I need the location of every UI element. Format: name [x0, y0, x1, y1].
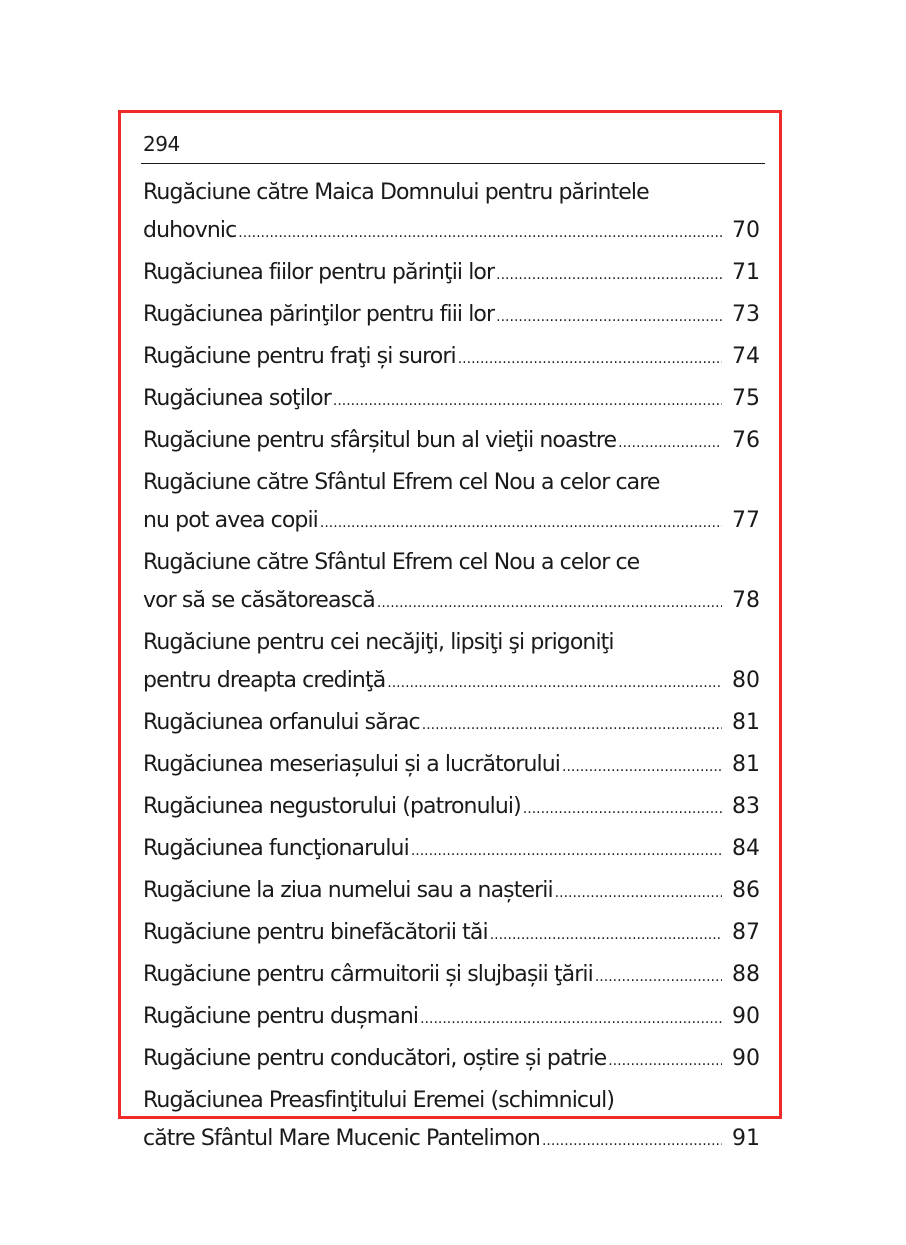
dot-leader [523, 790, 722, 828]
toc-entry-page-number: 77 [732, 508, 760, 533]
dot-leader [458, 340, 722, 378]
dot-leader [320, 504, 722, 542]
toc-entry-page-number: 76 [732, 428, 760, 453]
toc-entry-title: către Sfântul Mare Mucenic Pantelimon [143, 1126, 540, 1151]
toc-entry-title-line: Rugăciune pentru cei necăjiţi, lipsiţi şi prigoniţi [143, 630, 614, 655]
toc-entry[interactable] [143, 1040, 760, 1082]
dot-leader [555, 874, 722, 912]
toc-entry[interactable] [143, 254, 760, 296]
toc-entry[interactable] [143, 544, 760, 624]
toc-entry[interactable] [143, 914, 760, 956]
dot-leader [595, 958, 722, 996]
toc-entry[interactable] [143, 704, 760, 746]
toc-entry[interactable] [143, 872, 760, 914]
toc-entry-title: Rugăciunea funcţionarului [143, 836, 409, 861]
dot-leader [420, 1000, 722, 1038]
toc-entry-row [143, 872, 760, 912]
toc-entry-title: Rugăciune pentru sfârșitul bun al vieţii noastre [143, 428, 617, 453]
dot-leader [333, 382, 722, 420]
toc-entry-title: Rugăciunea soţilor [143, 386, 331, 411]
toc-entry-page-number: 84 [732, 836, 760, 861]
toc-entry-row [143, 662, 760, 702]
toc-entry-title: Rugăciunea meseriașului și a lucrătorului [143, 752, 561, 777]
dot-leader [377, 584, 722, 622]
toc-entry-row [143, 254, 760, 294]
toc-entry-row [143, 212, 760, 252]
toc-entry-row [143, 380, 760, 420]
toc-entry[interactable] [143, 956, 760, 998]
toc-entry-title: Rugăciunea părinţilor pentru fiii lor [143, 302, 495, 327]
toc-entry[interactable] [143, 380, 760, 422]
toc-entry-title: Rugăciunea negustorului (patronului) [143, 794, 521, 819]
dot-leader [496, 256, 722, 294]
table-of-contents [143, 174, 760, 1162]
toc-entry[interactable] [143, 338, 760, 380]
toc-entry-row [143, 788, 760, 828]
toc-entry-page-number: 90 [732, 1004, 760, 1029]
toc-entry[interactable] [143, 624, 760, 704]
toc-entry-title-line: Rugăciune către Sfântul Efrem cel Nou a celor care [143, 470, 660, 495]
toc-entry-page-number: 71 [732, 260, 760, 285]
toc-entry-title-line: Rugăciune către Maica Domnului pentru părintele [143, 180, 649, 205]
toc-entry-page-number: 81 [732, 710, 760, 735]
toc-entry-page-number: 87 [732, 920, 760, 945]
toc-entry-page-number: 80 [732, 668, 760, 693]
toc-entry-page-number: 70 [732, 218, 760, 243]
toc-entry[interactable] [143, 422, 760, 464]
dot-leader [542, 1122, 722, 1160]
toc-entry-row [143, 998, 760, 1038]
dot-leader [238, 214, 722, 252]
toc-entry-page-number: 88 [732, 962, 760, 987]
toc-entry-title: Rugăciunea fiilor pentru părinţii lor [143, 260, 495, 285]
toc-entry-page-number: 83 [732, 794, 760, 819]
dot-leader [411, 832, 722, 870]
toc-entry[interactable] [143, 998, 760, 1040]
toc-entry-title: Rugăciune pentru binefăcătorii tăi [143, 920, 488, 945]
dot-leader [387, 664, 722, 702]
toc-entry[interactable] [143, 296, 760, 338]
toc-entry-page-number: 90 [732, 1046, 760, 1071]
toc-entry[interactable] [143, 830, 760, 872]
toc-entry-title: nu pot avea copii [143, 508, 318, 533]
toc-entry-row [143, 338, 760, 378]
toc-entry-page-number: 81 [732, 752, 760, 777]
toc-entry[interactable] [143, 1082, 760, 1162]
toc-entry-page-number: 73 [732, 302, 760, 327]
toc-entry-page-number: 78 [732, 588, 760, 613]
toc-entry-title: Rugăciune pentru fraţi și surori [143, 344, 456, 369]
toc-entry-title: Rugăciune pentru conducători, oștire și patrie [143, 1046, 607, 1071]
toc-entry-title: pentru dreapta credinţă [143, 668, 386, 693]
toc-entry-title: Rugăciune pentru cârmuitorii și slujbașii ţării [143, 962, 593, 987]
header-rule [141, 163, 765, 164]
toc-entry-row [143, 1040, 760, 1080]
dot-leader [490, 916, 722, 954]
toc-entry-row [143, 956, 760, 996]
toc-entry-title: duhovnic [143, 218, 237, 243]
toc-entry[interactable] [143, 788, 760, 830]
toc-entry-title: Rugăciune la ziua numelui sau a nașterii [143, 878, 553, 903]
toc-entry-row [143, 704, 760, 744]
toc-entry-page-number: 74 [732, 344, 760, 369]
page-number: 294 [143, 132, 180, 156]
toc-entry-title: Rugăciunea orfanului sărac [143, 710, 420, 735]
toc-entry-row [143, 296, 760, 336]
toc-entry-row [143, 422, 760, 462]
toc-entry-row [143, 582, 760, 622]
toc-entry-row [143, 502, 760, 542]
toc-entry-row [143, 746, 760, 786]
toc-entry-page-number: 91 [732, 1126, 760, 1151]
dot-leader [608, 1042, 722, 1080]
toc-entry-page-number: 75 [732, 386, 760, 411]
toc-entry-row [143, 1120, 760, 1160]
dot-leader [422, 706, 722, 744]
toc-entry-title-line: Rugăciunea Preasfinţitului Eremei (schimnicul) [143, 1088, 615, 1113]
toc-entry-row [143, 914, 760, 954]
toc-entry[interactable] [143, 746, 760, 788]
toc-entry-page-number: 86 [732, 878, 760, 903]
toc-entry-row [143, 830, 760, 870]
toc-entry[interactable] [143, 464, 760, 544]
toc-entry[interactable] [143, 174, 760, 254]
toc-entry-title: Rugăciune pentru dușmani [143, 1004, 419, 1029]
toc-entry-title: vor să se căsătorească [143, 588, 375, 613]
dot-leader [618, 424, 722, 462]
dot-leader [496, 298, 722, 336]
toc-entry-title-line: Rugăciune către Sfântul Efrem cel Nou a celor ce [143, 550, 640, 575]
dot-leader [562, 748, 722, 786]
